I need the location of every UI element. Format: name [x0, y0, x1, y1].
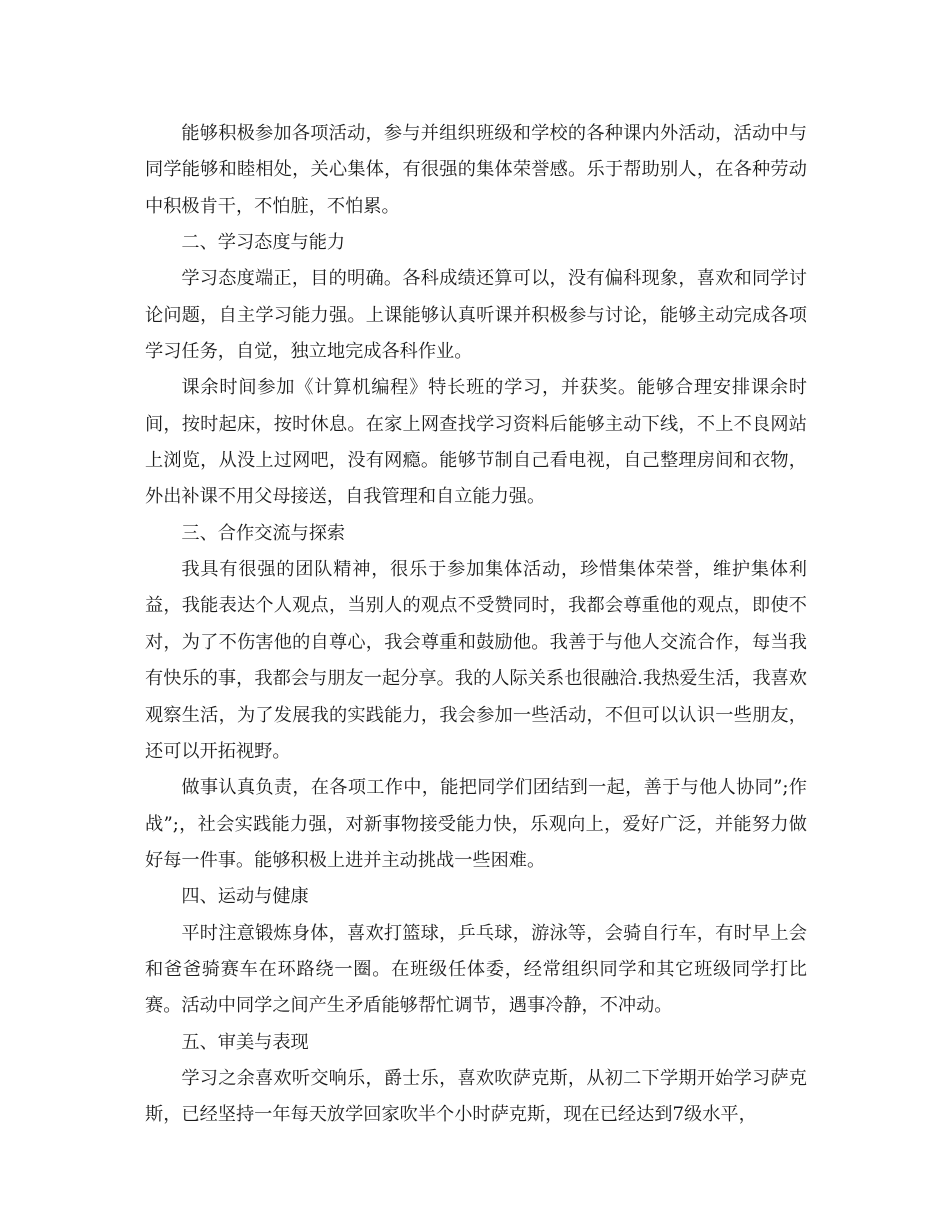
paragraph-team-spirit: 我具有很强的团队精神，很乐于参加集体活动，珍惜集体荣誉，维护集体利益，我能表达个人观点，当别人的观点不受赞同时，我都会尊重他的观点，即使不对，为了不伤害他的自尊心，我会尊重和鼓励他。我善于与他人交流合作，每当我有快乐的事，我都会与朋友一起分享。我的人际关系也很融洽.我热爱生活，我喜欢观察生活，为了发展我的实践能力，我会参加一些活动，不但可以认识一些朋友，还可以开拓视野。	[145, 559, 807, 762]
document-body	[145, 116, 807, 1134]
paragraph-spare-time: 课余时间参加《计算机编程》特长班的学习，并获奖。能够合理安排课余时间，按时起床，按时休息。在家上网查找学习资料后能够主动下线，不上不良网站上浏览，从没上过网吧，没有网瘾。能够节制自己看电视，自己整理房间和衣物，外出补课不用父母接送，自我管理和自立能力强。	[145, 377, 807, 508]
section-heading-aesthetics: 五、审美与表现	[181, 1031, 309, 1053]
section-heading-sports: 四、运动与健康	[181, 886, 309, 908]
paragraph-responsibility: 做事认真负责，在各项工作中，能把同学们团结到一起，善于与他人协同”;作战”;，社会实践能力强，对新事物接受能力快，乐观向上，爱好广泛，并能努力做好每一件事。能够积极上进并主动挑战一些困难。	[145, 777, 807, 871]
paragraph-learning-attitude: 学习态度端正，目的明确。各科成绩还算可以，没有偏科现象，喜欢和同学讨论问题，自主学习能力强。上课能够认真听课并积极参与讨论，能够主动完成各项学习任务，自觉，独立地完成各科作业。	[145, 268, 807, 363]
paragraph-exercise: 平时注意锻炼身体，喜欢打篮球，乒乓球，游泳等，会骑自行车，有时早上会和爸爸骑赛车在环路绕一圈。在班级任体委，经常组织同学和其它班级同学打比赛。活动中同学之间产生矛盾能够帮忙调节，遇事冷静，不冲动。	[145, 922, 807, 1017]
section-heading-learning: 二、学习态度与能力	[181, 232, 346, 254]
paragraph-music: 学习之余喜欢听交响乐，爵士乐，喜欢吹萨克斯，从初二下学期开始学习萨克斯，已经坚持一年每天放学回家吹半个小时萨克斯，现在已经达到7级水平，	[145, 1067, 807, 1126]
paragraph-activities: 能够积极参加各项活动，参与并组织班级和学校的各种课内外活动，活动中与同学能够和睦相处，关心集体，有很强的集体荣誉感。乐于帮助别人，在各种劳动中积极肯干，不怕脏，不怕累。	[145, 123, 807, 217]
section-heading-cooperation: 三、合作交流与探索	[181, 522, 346, 544]
